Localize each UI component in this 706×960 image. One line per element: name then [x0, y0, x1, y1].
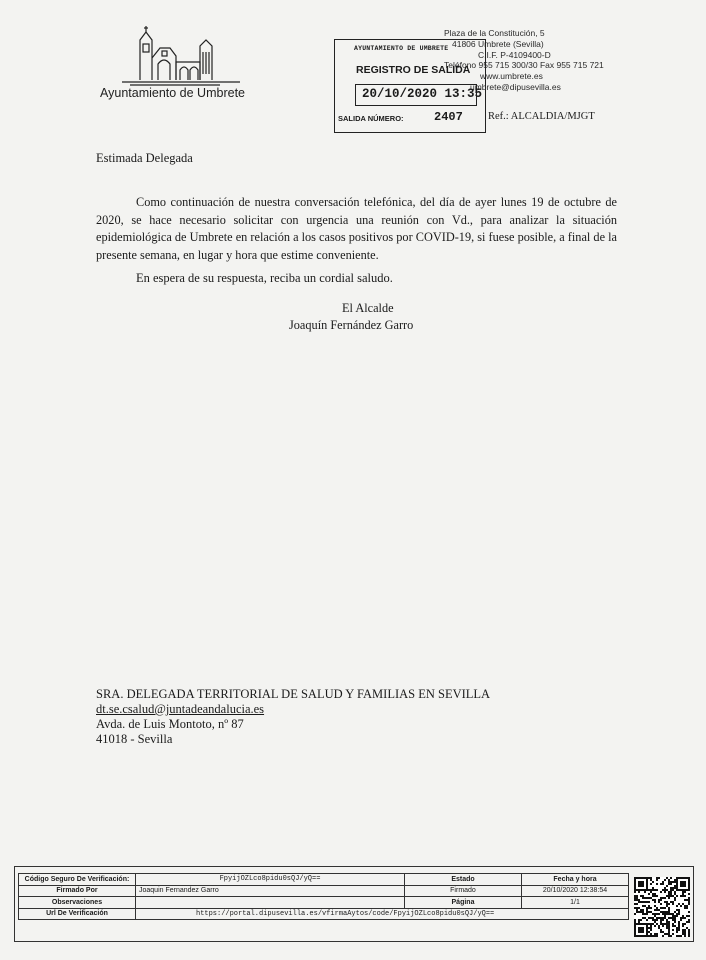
- verification-table: [18, 873, 629, 920]
- status-label: Estado: [405, 874, 522, 886]
- code-label: Código Seguro De Verificación:: [19, 874, 136, 886]
- address-line-4: Teléfono 955 715 300/30 Fax 955 715 721: [444, 60, 604, 70]
- recipient-email[interactable]: dt.se.csalud@juntadeandalucia.es: [96, 702, 265, 716]
- verification-url[interactable]: https://portal.dipusevilla.es/vfirmaAytos/code/FpyijOZLco8pidu0sQJ/yQ==: [136, 908, 629, 920]
- datetime-value: 20/10/2020 12:38:54: [522, 885, 629, 897]
- signature-title: El Alcalde: [342, 301, 394, 315]
- greeting: Estimada Delegada: [96, 151, 193, 165]
- url-label: Url De Verificación: [19, 908, 136, 920]
- page-value: 1/1: [522, 897, 629, 909]
- datetime-label: Fecha y hora: [522, 874, 629, 886]
- qr-code: [634, 877, 690, 937]
- recipient-name: SRA. DELEGADA TERRITORIAL DE SALUD Y FAMILIAS EN SEVILLA: [96, 687, 491, 701]
- verification-code: FpyijOZLco8pidu0sQJ/yQ==: [136, 874, 405, 886]
- signature-name: Joaquín Fernández Garro: [289, 318, 414, 332]
- town-hall-name: Ayuntamiento de Umbrete: [100, 86, 245, 100]
- address-line-5: www.umbrete.es: [480, 71, 543, 81]
- stamp-date: 20/10/2020 13:35: [362, 87, 483, 101]
- status-value: Firmado: [405, 885, 522, 897]
- recipient-city: 41018 - Sevilla: [96, 732, 173, 746]
- observations-value: [136, 897, 405, 909]
- stamp-title: REGISTRO DE SALIDA: [356, 64, 471, 76]
- observations-label: Observaciones: [19, 897, 136, 909]
- signed-by-label: Firmado Por: [19, 885, 136, 897]
- stamp-number: 2407: [434, 110, 463, 124]
- stamp-number-label: SALIDA NÚMERO:: [338, 114, 404, 123]
- address-line-2: 41806 Umbrete (Sevilla): [452, 39, 544, 49]
- signed-by: Joaquin Fernandez Garro: [136, 885, 405, 897]
- qr-code-icon: [634, 877, 690, 937]
- body-paragraph: Como continuación de nuestra conversación telefónica, del día de ayer lunes 19 de octubre de 2020, se hace necesario solicitar con urgencia una reunión con Vd., para analizar la situación epidemiológica de Umbrete en relación a los casos positivos por COVID-19, si fuese posible, a final de la presente semana, en lugar y hora que estime conveniente.: [96, 195, 617, 262]
- address-line-1: Plaza de la Constitución, 5: [444, 28, 545, 38]
- address-line-6: umbrete@dipusevilla.es: [470, 82, 561, 92]
- address-line-3: C.I.F. P-4109400-D: [478, 50, 551, 60]
- closing-line: En espera de su respuesta, reciba un cordial saludo.: [136, 271, 393, 285]
- reference: Ref.: ALCALDIA/MJGT: [488, 111, 595, 122]
- stamp-header: AYUNTAMIENTO DE UMBRETE: [354, 45, 449, 52]
- page-label: Página: [405, 897, 522, 909]
- recipient-street: Avda. de Luis Montoto, nº 87: [96, 717, 244, 731]
- town-hall-building-icon: [100, 18, 260, 88]
